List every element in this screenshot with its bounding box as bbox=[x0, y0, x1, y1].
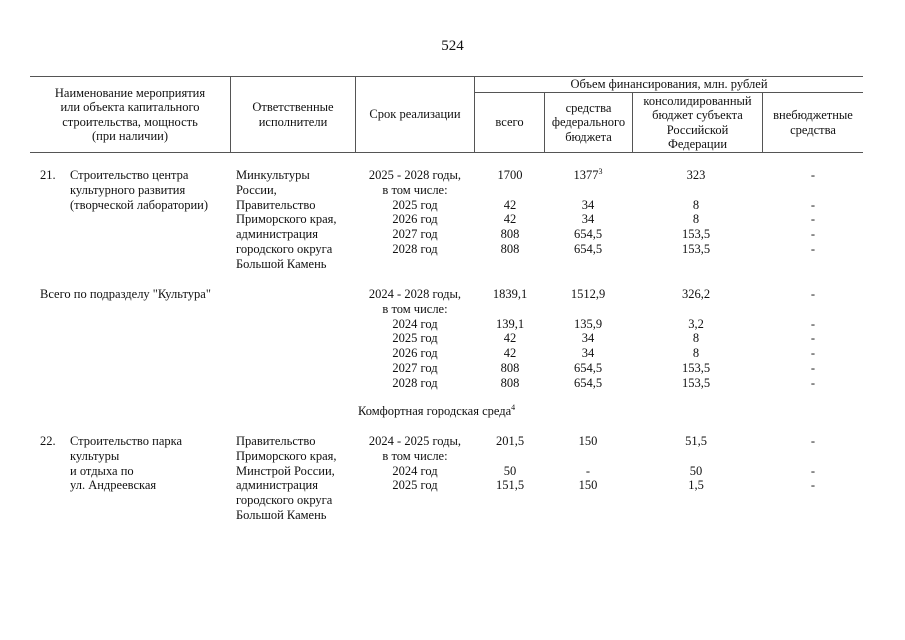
page-number: 524 bbox=[441, 38, 464, 54]
row-22-name: Строительство парка культуры и отдыха по ул. Андреевская bbox=[70, 434, 183, 493]
row-21-federal-first-value: 1377 bbox=[573, 168, 599, 182]
row-21-executors: Минкультуры России, Правительство Приморского края, администрация городского округа Большой Камень bbox=[236, 168, 337, 271]
total-culture-consolidated: 326,2 3,2 8 8 153,5 153,5 bbox=[681, 287, 711, 390]
row-22-consolidated: 51,5 50 1,5 bbox=[685, 434, 707, 493]
row-21-consolidated: 323 8 8 153,5 153,5 bbox=[681, 168, 711, 256]
header-financing: Объем финансирования, млн. рублей bbox=[570, 77, 768, 92]
row-21-federal: 34 34 654,5 654,5 bbox=[573, 197, 603, 256]
total-culture-period: 2024 - 2028 годы, в том числе: 2024 год 2025 год 2026 год 2027 год 2028 год bbox=[368, 287, 462, 390]
header-period: Срок реализации bbox=[369, 107, 461, 122]
total-culture-total: 1839,1 139,1 42 42 808 808 bbox=[492, 287, 528, 390]
header-name: Наименование мероприятия или объекта капитального строительства, мощность (при наличии) bbox=[54, 85, 206, 143]
row-22-total: 201,5 50 151,5 bbox=[495, 434, 525, 493]
header-extrabudget: внебюджетные средства bbox=[773, 108, 853, 137]
row-21-extrabudget: - - - - - bbox=[810, 168, 816, 256]
header-executors: Ответственные исполнители bbox=[252, 100, 334, 129]
row-22-extrabudget: - - - bbox=[810, 434, 816, 493]
total-culture-label: Всего по подразделу "Культура" bbox=[40, 287, 211, 301]
header-total: всего bbox=[495, 115, 524, 130]
header-bottom-rule bbox=[30, 152, 863, 153]
header-consolidated: консолидированный бюджет субъекта Российской Федерации bbox=[643, 93, 752, 151]
row-21-total: 1700 42 42 808 808 bbox=[497, 168, 523, 256]
row-21-number: 21. bbox=[40, 168, 56, 182]
row-21-period: 2025 - 2028 годы, в том числе: 2025 год 2026 год 2027 год 2028 год bbox=[368, 168, 462, 256]
total-culture-federal: 1512,9 135,9 34 34 654,5 654,5 bbox=[570, 287, 606, 390]
row-22-federal: 150 - 150 bbox=[578, 434, 598, 493]
row-21-federal-first bbox=[544, 168, 632, 183]
section-title-text: Комфортная городская среда bbox=[358, 404, 512, 418]
header-federal: средства федерального бюджета bbox=[551, 100, 626, 144]
total-culture-extrabudget: - - - - - - bbox=[810, 287, 816, 390]
section-title bbox=[358, 404, 578, 419]
footnote-3-marker: 3 bbox=[598, 166, 603, 176]
row-22-executors: Правительство Приморского края, Минстрой России, администрация городского округа Большой Камень bbox=[236, 434, 337, 522]
row-22-period: 2024 - 2025 годы, в том числе: 2024 год 2025 год bbox=[368, 434, 462, 493]
footnote-4-marker: 4 bbox=[511, 402, 516, 412]
row-22-number: 22. bbox=[40, 434, 56, 448]
row-21-name: Строительство центра культурного развития (творческой лаборатории) bbox=[70, 168, 209, 212]
